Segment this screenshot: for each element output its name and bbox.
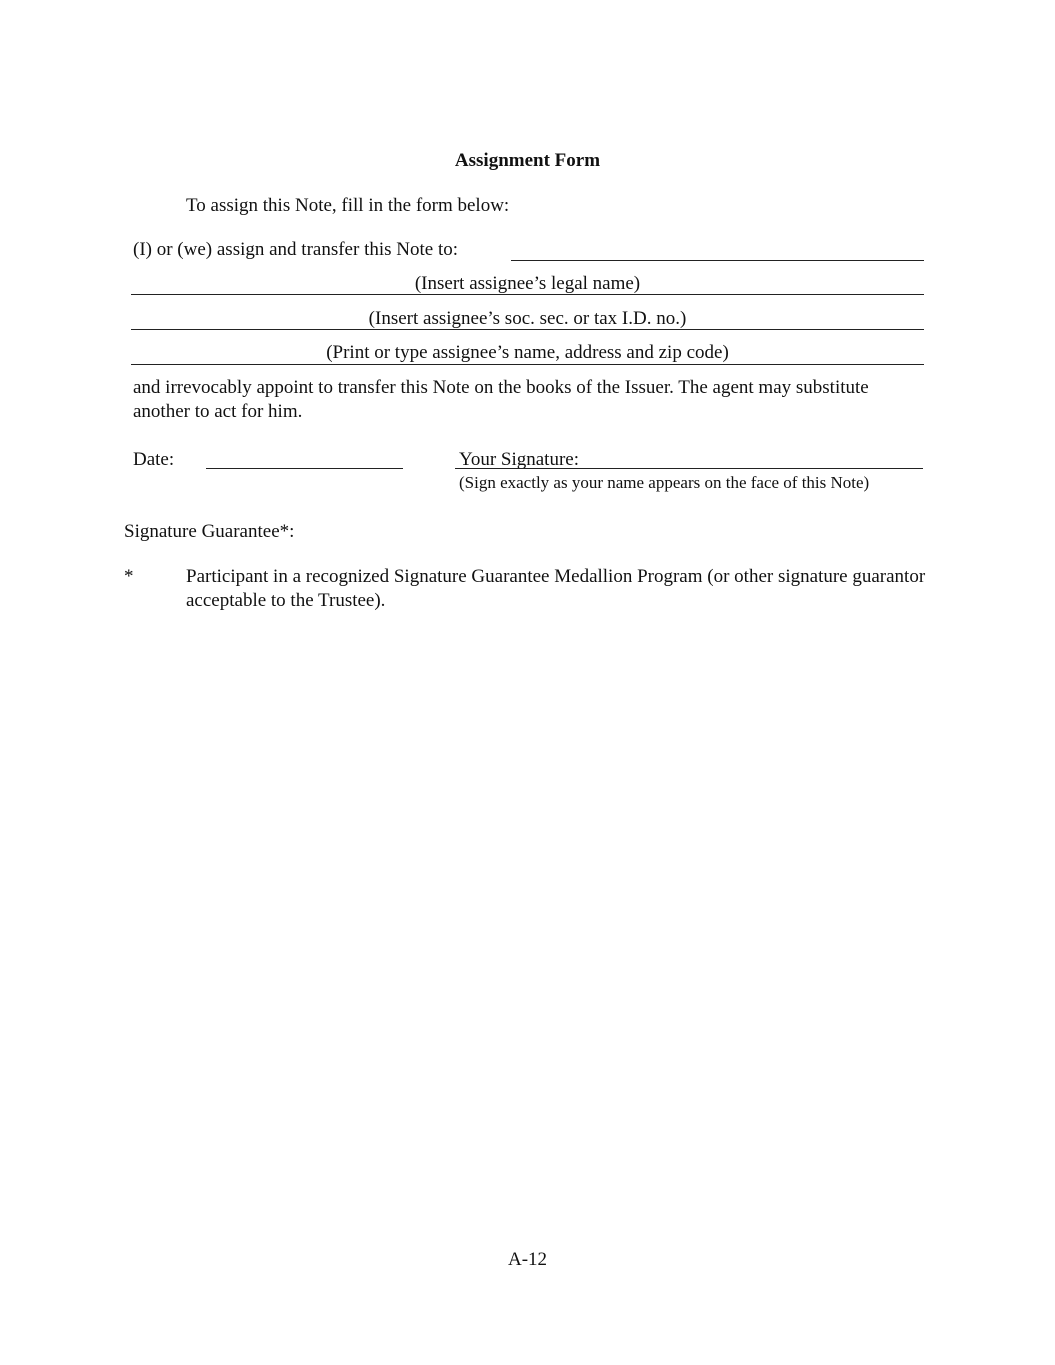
assignee-blank-line[interactable] [511, 260, 924, 261]
appoint-paragraph: and irrevocably appoint to transfer this Note on the books of the Issuer. The agent may substitute another to act for him. [133, 377, 869, 422]
intro-text: To assign this Note, fill in the form below: [186, 195, 510, 216]
signature-instruction: (Sign exactly as your name appears on the face of this Note) [459, 473, 870, 492]
legal-name-line[interactable] [131, 294, 924, 295]
signature-guarantee-label: Signature Guarantee*: [124, 521, 295, 542]
footnote-marker: * [124, 566, 134, 587]
form-title: Assignment Form [454, 150, 601, 171]
page-number: A-12 [507, 1249, 548, 1270]
date-label: Date: [133, 449, 175, 470]
signature-line[interactable] [455, 468, 923, 469]
date-line[interactable] [206, 468, 403, 469]
footnote-text: Participant in a recognized Signature Guarantee Medallion Program (or other signature guarantor acceptable to the Trustee). [186, 566, 926, 611]
signature-label: Your Signature: [459, 449, 579, 470]
address-line[interactable] [131, 364, 924, 365]
tax-id-label: (Insert assignee’s soc. sec. or tax I.D. no.) [368, 308, 687, 329]
legal-name-label: (Insert assignee’s legal name) [414, 273, 641, 294]
address-label: (Print or type assignee’s name, address and zip code) [326, 342, 729, 363]
tax-id-line[interactable] [131, 329, 924, 330]
assign-line-label: (I) or (we) assign and transfer this Note to: [133, 239, 459, 260]
